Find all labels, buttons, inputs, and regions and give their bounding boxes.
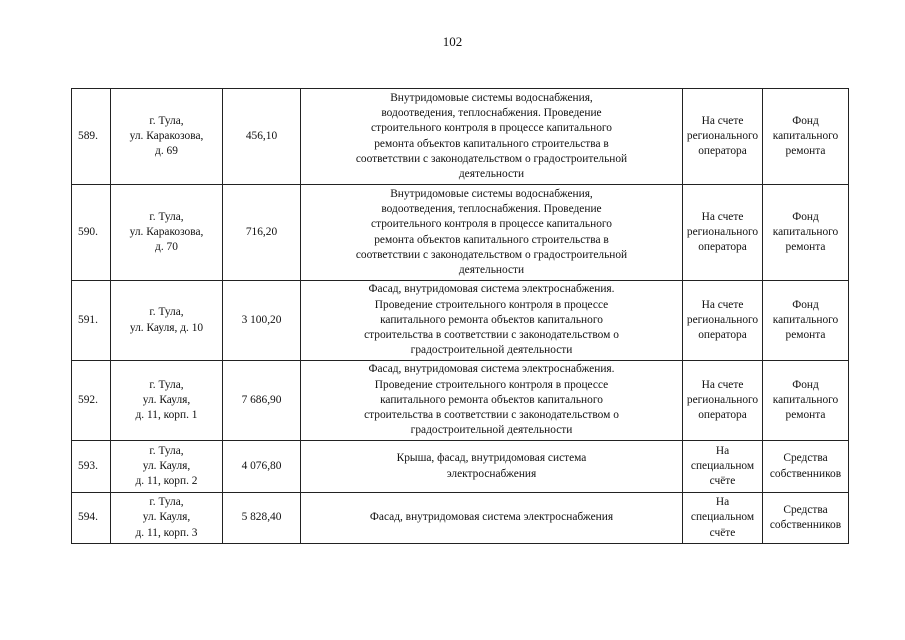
account-line: регионального (686, 129, 759, 142)
works-line: строительного контроля в процессе капитального (371, 122, 612, 135)
works-line: градостроительной деятельности (410, 424, 573, 437)
account-line: регионального (686, 313, 759, 326)
area-cell: 7 686,90 (223, 361, 301, 441)
address-line: ул. Кауля, (142, 511, 191, 524)
row-number: 591. (72, 281, 111, 361)
table-row (72, 361, 849, 441)
account-line: специальном (690, 511, 755, 524)
works-line: строительного контроля в процессе капитального (371, 218, 612, 231)
address-line: г. Тула, (149, 496, 184, 509)
account-cell (683, 493, 763, 544)
source-line: Фонд (792, 378, 819, 391)
works-line: Фасад, внутридомовая система электроснабжения (369, 511, 614, 524)
works-line: ремонта объектов капитального строительства в (374, 233, 609, 246)
source-line: капитального (772, 225, 839, 238)
row-number: 593. (72, 441, 111, 493)
works-line: водоотведения, теплоснабжения. Проведение (381, 106, 602, 119)
source-line: ремонта (785, 241, 826, 254)
area-cell: 5 828,40 (223, 493, 301, 544)
account-line: оператора (698, 241, 747, 254)
account-cell (683, 89, 763, 185)
works-line: капитального ремонта объектов капитального (380, 393, 603, 406)
address-cell (111, 281, 223, 361)
source-line: Фонд (792, 298, 819, 311)
source-line: капитального (772, 313, 839, 326)
works-cell (301, 493, 683, 544)
source-line: Фонд (792, 210, 819, 223)
area-cell: 3 100,20 (223, 281, 301, 361)
funding-source-cell (763, 361, 849, 441)
address-line: ул. Кауля, (142, 459, 191, 472)
address-cell (111, 185, 223, 281)
account-line: регионального (686, 393, 759, 406)
funding-source-cell (763, 441, 849, 493)
address-line: г. Тула, (149, 114, 184, 127)
works-cell (301, 185, 683, 281)
account-cell (683, 185, 763, 281)
account-cell (683, 441, 763, 493)
address-cell (111, 89, 223, 185)
works-line: водоотведения, теплоснабжения. Проведение (381, 202, 602, 215)
address-line: ул. Кауля, (142, 393, 191, 406)
works-line: деятельности (458, 264, 525, 277)
address-line: д. 11, корп. 1 (135, 409, 198, 422)
works-cell (301, 361, 683, 441)
account-line: оператора (698, 145, 747, 158)
address-line: д. 70 (155, 241, 178, 254)
area-cell: 4 076,80 (223, 441, 301, 493)
table-row (72, 89, 849, 185)
works-cell (301, 89, 683, 185)
works-line: соответствии с законодательством о градостроительной (355, 152, 628, 165)
works-cell (301, 441, 683, 493)
works-line: строительства в соответствии с законодательством о (364, 409, 619, 422)
account-line: На счете (701, 114, 744, 127)
funding-source-cell (763, 89, 849, 185)
source-line: собственников (769, 467, 842, 480)
table-row (72, 281, 849, 361)
funding-source-cell (763, 185, 849, 281)
address-line: д. 11, корп. 2 (135, 475, 198, 488)
account-line: На счете (701, 210, 744, 223)
account-line: оператора (698, 329, 747, 342)
funding-source-cell (763, 493, 849, 544)
works-line: Внутридомовые системы водоснабжения, (390, 187, 593, 200)
account-cell (683, 361, 763, 441)
account-line: На счете (701, 378, 744, 391)
source-line: ремонта (785, 329, 826, 342)
row-number: 592. (72, 361, 111, 441)
address-cell (111, 361, 223, 441)
funding-source-cell (763, 281, 849, 361)
source-line: Средства (783, 452, 828, 465)
works-line: Фасад, внутридомовая система электроснабжения. (368, 363, 615, 376)
row-number: 589. (72, 89, 111, 185)
works-line: ремонта объектов капитального строительства в (374, 137, 609, 150)
capital-repair-table (71, 88, 849, 544)
row-number: 590. (72, 185, 111, 281)
works-line: градостроительной деятельности (410, 344, 573, 357)
table-row (72, 493, 849, 544)
account-line: На (715, 444, 730, 457)
account-line: счёте (709, 475, 736, 488)
row-number: 594. (72, 493, 111, 544)
works-line: Фасад, внутридомовая система электроснабжения. (368, 283, 615, 296)
table-row (72, 441, 849, 493)
account-cell (683, 281, 763, 361)
address-cell (111, 441, 223, 493)
page-number: 102 (442, 34, 463, 49)
account-line: оператора (698, 409, 747, 422)
works-cell (301, 281, 683, 361)
source-line: Средства (783, 503, 828, 516)
works-line: капитального ремонта объектов капитального (380, 313, 603, 326)
works-line: деятельности (458, 168, 525, 181)
source-line: капитального (772, 393, 839, 406)
works-line: электроснабжения (446, 467, 537, 480)
source-line: капитального (772, 129, 839, 142)
address-line: ул. Кауля, д. 10 (129, 321, 204, 334)
account-line: На счете (701, 298, 744, 311)
address-line: д. 69 (155, 145, 178, 158)
source-line: ремонта (785, 145, 826, 158)
address-line: г. Тула, (149, 378, 184, 391)
address-line: г. Тула, (149, 306, 184, 319)
address-line: ул. Каракозова, (129, 129, 204, 142)
address-cell (111, 493, 223, 544)
works-line: Проведение строительного контроля в процессе (374, 298, 609, 311)
works-line: строительства в соответствии с законодательством о (364, 329, 619, 342)
account-line: регионального (686, 225, 759, 238)
works-line: Крыша, фасад, внутридомовая система (396, 452, 587, 465)
source-line: ремонта (785, 409, 826, 422)
address-line: д. 11, корп. 3 (135, 526, 198, 539)
works-line: соответствии с законодательством о градостроительной (355, 248, 628, 261)
works-line: Внутридомовые системы водоснабжения, (390, 91, 593, 104)
table-body (72, 89, 849, 544)
account-line: счёте (709, 526, 736, 539)
account-line: специальном (690, 459, 755, 472)
address-line: г. Тула, (149, 210, 184, 223)
source-line: Фонд (792, 114, 819, 127)
source-line: собственников (769, 519, 842, 531)
area-cell: 716,20 (223, 185, 301, 281)
address-line: г. Тула, (149, 444, 184, 457)
table-row (72, 185, 849, 281)
address-line: ул. Каракозова, (129, 225, 204, 238)
area-cell: 456,10 (223, 89, 301, 185)
works-line: Проведение строительного контроля в процессе (374, 378, 609, 391)
account-line: На (715, 496, 730, 509)
